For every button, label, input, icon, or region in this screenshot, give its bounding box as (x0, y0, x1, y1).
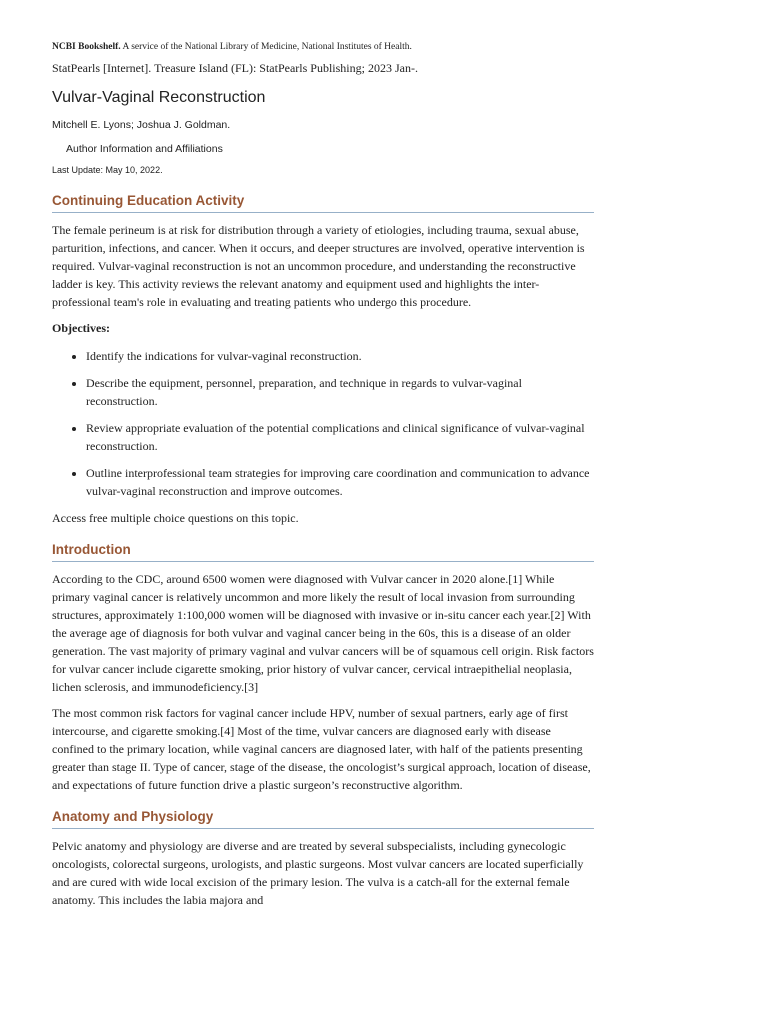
ncbi-bookshelf-link[interactable]: NCBI Bookshelf. (52, 42, 121, 52)
anatomy-paragraph: Pelvic anatomy and physiology are diverse and are treated by several subspecialists, including gynecologic oncologists, colorectal surgeons, urologists, and plastic surgeons. Most vulvar cancers are located superficially and are cured with wide local excision of the primary lesion. The vulva is a catch-all for the external female anatomy. This includes the labia majora and (52, 839, 584, 907)
section-heading-continuing-education: Continuing Education Activity (52, 192, 594, 213)
objective-item: • Outline interprofessional team strategies for improving care coordination and communication to advance vulvar-vaginal reconstruction and improve outcomes. (86, 464, 594, 500)
page-title: Vulvar-Vaginal Reconstruction (52, 89, 266, 106)
author-info-link[interactable]: Author Information and Affiliations (66, 143, 223, 155)
authors: Mitchell E. Lyons; Joshua J. Goldman. (52, 119, 231, 131)
section-heading-anatomy: Anatomy and Physiology (52, 808, 594, 829)
access-questions-link[interactable]: Access free multiple choice questions on this topic. (52, 511, 299, 525)
objective-item: • Describe the equipment, personnel, preparation, and technique in regards to vulvar-vaginal reconstruction. (86, 374, 594, 410)
section-heading-introduction: Introduction (52, 541, 594, 562)
last-update: Last Update: May 10, 2022. (52, 165, 163, 175)
objective-item: • Review appropriate evaluation of the potential complications and clinical significance of vulvar-vaginal reconstruction. (86, 419, 594, 455)
article-content (52, 40, 594, 917)
book-citation: StatPearls [Internet]. Treasure Island (FL): StatPearls Publishing; 2023 Jan-. (52, 61, 418, 75)
ncbi-tagline: A service of the National Library of Medicine, National Institutes of Health. (122, 42, 412, 52)
ncbi-header (52, 40, 594, 54)
intro-paragraph-1: According to the CDC, around 6500 women were diagnosed with Vulvar cancer in 2020 alone.[1] While primary vaginal cancer is relatively uncommon and more likely the result of local invasion from surrounding structures, approximately 1:100,000 women will be diagnosed with invasive or in-situ cancer each year.[2] With the average age of diagnosis for both vulvar and vaginal cancer being in the 60s, this is a disease of an older generation. The vast majority of primary vaginal and vulvar cancers will be of squamous cell origin. Risk factors for vulvar cancer include cigarette smoking, prior history of vulvar cancer, cervical intraepithelial neoplasia, lichen sclerosis, and immunodeficiency.[3] (52, 572, 594, 694)
cea-paragraph: The female perineum is at risk for distribution through a variety of etiologies, including trauma, sexual abuse, parturition, infections, and cancer. When it occurs, and deeper structures are involved, operative intervention is required. Vulvar-vaginal reconstruction is not an uncommon procedure, and understanding the reconstructive ladder is key. This activity reviews the relevant anatomy and equipment used and highlights the inter-professional team's role in evaluating and treating patients who undergo this procedure. (52, 223, 585, 309)
objectives-list (52, 347, 594, 500)
objectives-label: Objectives: (52, 321, 110, 335)
intro-paragraph-2: The most common risk factors for vaginal cancer include HPV, number of sexual partners, early age of first intercourse, and cigarette smoking.[4] Most of the time, vulvar cancers are diagnosed early with disease confined to the primary location, while vaginal cancers are diagnosed later, with half of the patients presenting greater than stage II. Type of cancer, stage of the disease, the oncologist’s surgical approach, location of disease, and expectations of future function drive a plastic surgeon’s reconstructive algorithm. (52, 706, 591, 792)
objective-item: • Identify the indications for vulvar-vaginal reconstruction. (86, 347, 594, 365)
